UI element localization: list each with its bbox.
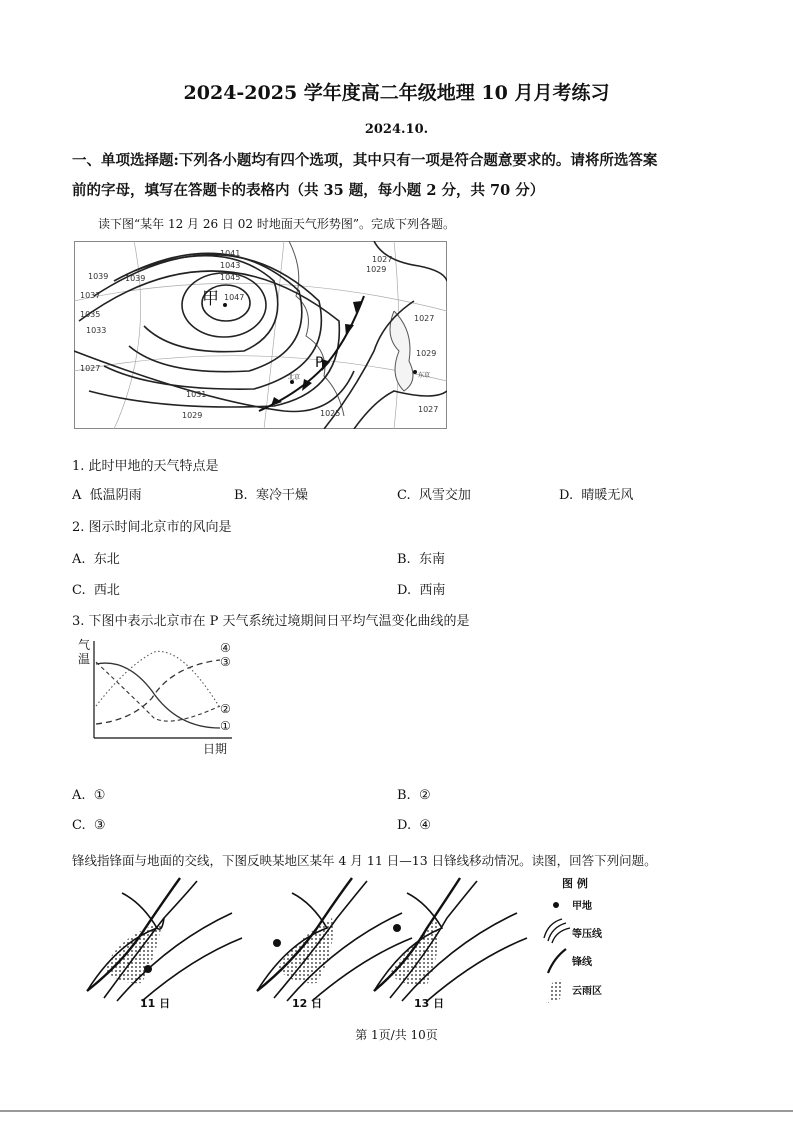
legend-item: 云雨区 xyxy=(572,986,602,997)
panel-label: 11 日 xyxy=(140,997,171,1010)
weather-map xyxy=(74,241,447,429)
option-text: ① xyxy=(93,788,106,803)
option-letter: C. xyxy=(72,818,86,833)
temperature-curve-chart xyxy=(72,636,247,760)
option-text: 东南 xyxy=(418,552,445,567)
curve-2 xyxy=(96,662,220,721)
q1-option-a[interactable] xyxy=(72,484,142,503)
q2-option-c[interactable] xyxy=(72,579,120,598)
q2-option-a[interactable] xyxy=(72,548,120,567)
isobar-label: 1039 xyxy=(125,274,146,283)
curve-label-4: ④ xyxy=(220,641,231,655)
isobar-label: 1027 xyxy=(418,405,439,414)
isobar-label: 1035 xyxy=(80,310,101,319)
option-text: 西北 xyxy=(93,583,120,598)
question-number: 3. xyxy=(72,614,85,629)
curve-label-2: ② xyxy=(220,702,231,716)
curve-3 xyxy=(96,660,220,724)
option-letter: A. xyxy=(72,788,86,803)
panel-label: 13 日 xyxy=(414,997,445,1010)
isobar-label: 1027 xyxy=(414,314,435,323)
option-text: 西南 xyxy=(419,583,446,598)
question-2 xyxy=(72,516,232,535)
option-letter: B. xyxy=(397,788,411,803)
isobar-label: 1029 xyxy=(182,411,203,420)
option-text: 低温阴雨 xyxy=(89,488,142,503)
option-text: 寒冷干燥 xyxy=(255,488,308,503)
q2-option-d[interactable] xyxy=(397,579,445,598)
isobar-label: 1029 xyxy=(416,349,437,358)
isobar-label: 1029 xyxy=(366,265,387,274)
q1-option-c[interactable] xyxy=(397,484,471,503)
isobar-label: 1037 xyxy=(80,291,101,300)
q1-option-b[interactable] xyxy=(234,484,308,503)
option-text: ④ xyxy=(419,818,432,833)
curve-label-3: ③ xyxy=(220,655,231,669)
legend xyxy=(544,876,603,1003)
page-footer: 第 1页/共 10页 xyxy=(355,1028,438,1042)
front-movement-figure xyxy=(82,873,642,1013)
option-text: ② xyxy=(418,788,431,803)
question-3 xyxy=(72,610,470,629)
question-number: 2. xyxy=(72,520,85,535)
legend-item: 甲地 xyxy=(572,901,592,912)
city-beijing-label: 北京 xyxy=(288,374,301,381)
legend-title: 图 例 xyxy=(562,877,588,890)
panel-label: 12 日 xyxy=(292,997,323,1010)
option-text: 晴暖无风 xyxy=(581,488,634,503)
y-axis-label-2: 温 xyxy=(78,652,91,666)
option-letter: D. xyxy=(397,818,412,833)
question-stem: 下图中表示北京市在 P 天气系统过境期间日平均气温变化曲线的是 xyxy=(88,614,470,629)
legend-item: 等压线 xyxy=(572,929,602,940)
high-pressure-label: 甲 xyxy=(202,289,219,309)
option-text: 东北 xyxy=(93,552,120,567)
q1-option-d[interactable] xyxy=(559,484,633,503)
front-section-intro: 锋线指锋面与地面的交线，下图反映某地区某年 4 月 11 日—13 日锋线移动情况。读图，回答下列问题。 xyxy=(72,853,657,868)
city-tokyo-label: 东京 xyxy=(418,372,431,379)
isobar-label: 1027 xyxy=(372,255,393,264)
q3-option-a[interactable] xyxy=(72,788,105,803)
q3-option-d[interactable] xyxy=(397,818,431,833)
question-number: 1. xyxy=(72,459,85,474)
isobar-label: 1039 xyxy=(88,272,109,281)
isobar-label: 1047 xyxy=(224,293,245,302)
exam-date: 2024.10. xyxy=(364,122,429,137)
option-letter: D. xyxy=(397,583,412,598)
option-text: 风雪交加 xyxy=(418,488,471,503)
q2-option-b[interactable] xyxy=(397,548,445,567)
option-letter: A. xyxy=(72,552,86,567)
curve-label-1: ① xyxy=(220,719,231,733)
question-stem: 此时甲地的天气特点是 xyxy=(88,459,219,474)
isobar-label: 1031 xyxy=(186,390,207,399)
curve-1 xyxy=(96,663,220,728)
section-heading-line1: 一、单项选择题:下列各小题均有四个选项，其中只有一项是符合题意要求的。请将所选答案 xyxy=(72,152,658,169)
isobar-label: 1043 xyxy=(220,261,241,270)
section-heading-line2: 前的字母，填写在答题卡的表格内（共 35 题，每小题 2 分，共 70 分） xyxy=(72,182,545,199)
page-bottom-divider xyxy=(0,1110,793,1112)
option-text: ③ xyxy=(93,818,106,833)
page-title: 2024-2025 学年度高二年级地理 10 月月考练习 xyxy=(183,82,610,104)
question-stem: 图示时间北京市的风向是 xyxy=(88,520,232,535)
isobar-label: 1041 xyxy=(220,249,241,258)
option-letter: C. xyxy=(397,488,411,503)
isobar-label: 1033 xyxy=(86,326,107,335)
weather-map-intro: 读下图“某年 12 月 26 日 02 时地面天气形势图”。完成下列各题。 xyxy=(98,217,455,231)
panel-day-12 xyxy=(257,878,412,1010)
y-axis-label-1: 气 xyxy=(78,638,91,652)
isobar-label: 1025 xyxy=(320,409,341,418)
option-letter: D. xyxy=(559,488,574,503)
panel-day-11 xyxy=(87,878,242,1010)
x-axis-label: 日期 xyxy=(203,742,228,756)
isobar-label: 1027 xyxy=(80,364,101,373)
q3-option-b[interactable] xyxy=(397,788,431,803)
legend-item: 锋线 xyxy=(572,957,592,968)
isobar-label: 1045 xyxy=(220,273,241,282)
option-letter: A xyxy=(72,488,82,503)
option-letter: C. xyxy=(72,583,86,598)
point-p-label: P xyxy=(315,355,324,371)
option-letter: B. xyxy=(397,552,411,567)
option-letter: B. xyxy=(234,488,248,503)
q3-option-c[interactable] xyxy=(72,818,106,833)
question-1 xyxy=(72,455,219,474)
